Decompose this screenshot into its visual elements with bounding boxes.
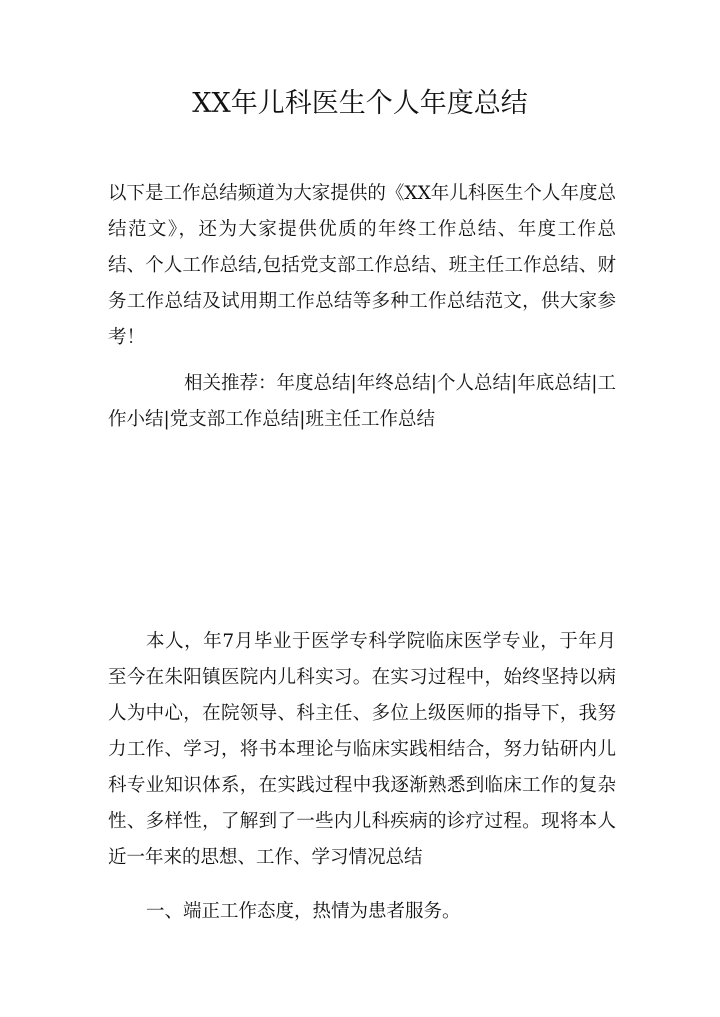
recommendation-line: 相关推荐：年度总结|年终总结|个人总结|年底总结|工作小结|党支部工作总结|班主任工作总结: [108, 373, 616, 430]
intro-paragraph: 以下是工作总结频道为大家提供的《XX年儿科医生个人年度总结范文》，还为大家提供优质的年终工作总结、年度工作总结、个人工作总结,包括党支部工作总结、班主任工作总结、财务工作总结及试用期工作总结等多种工作总结范文，供大家参考！: [108, 183, 616, 348]
document-title: XX年儿科医生个人年度总结: [192, 88, 528, 119]
body-paragraph: 本人，年7月毕业于医学专科学院临床医学专业，于年月至今在朱阳镇医院内儿科实习。在实习过程中，始终坚持以病人为中心，在院领导、科主任、多位上级医师的指导下，我努力工作、学习，将书本理论与临床实践相结合，努力钻研内儿科专业知识体系，在实践过程中我逐渐熟悉到临床工作的复杂性、多样性，了解到了一些内儿科疾病的诊疗过程。现将本人近一年来的思想、工作、学习情况总结: [108, 631, 616, 868]
section-heading: 一、端正工作态度，热情为患者服务。: [146, 901, 461, 922]
